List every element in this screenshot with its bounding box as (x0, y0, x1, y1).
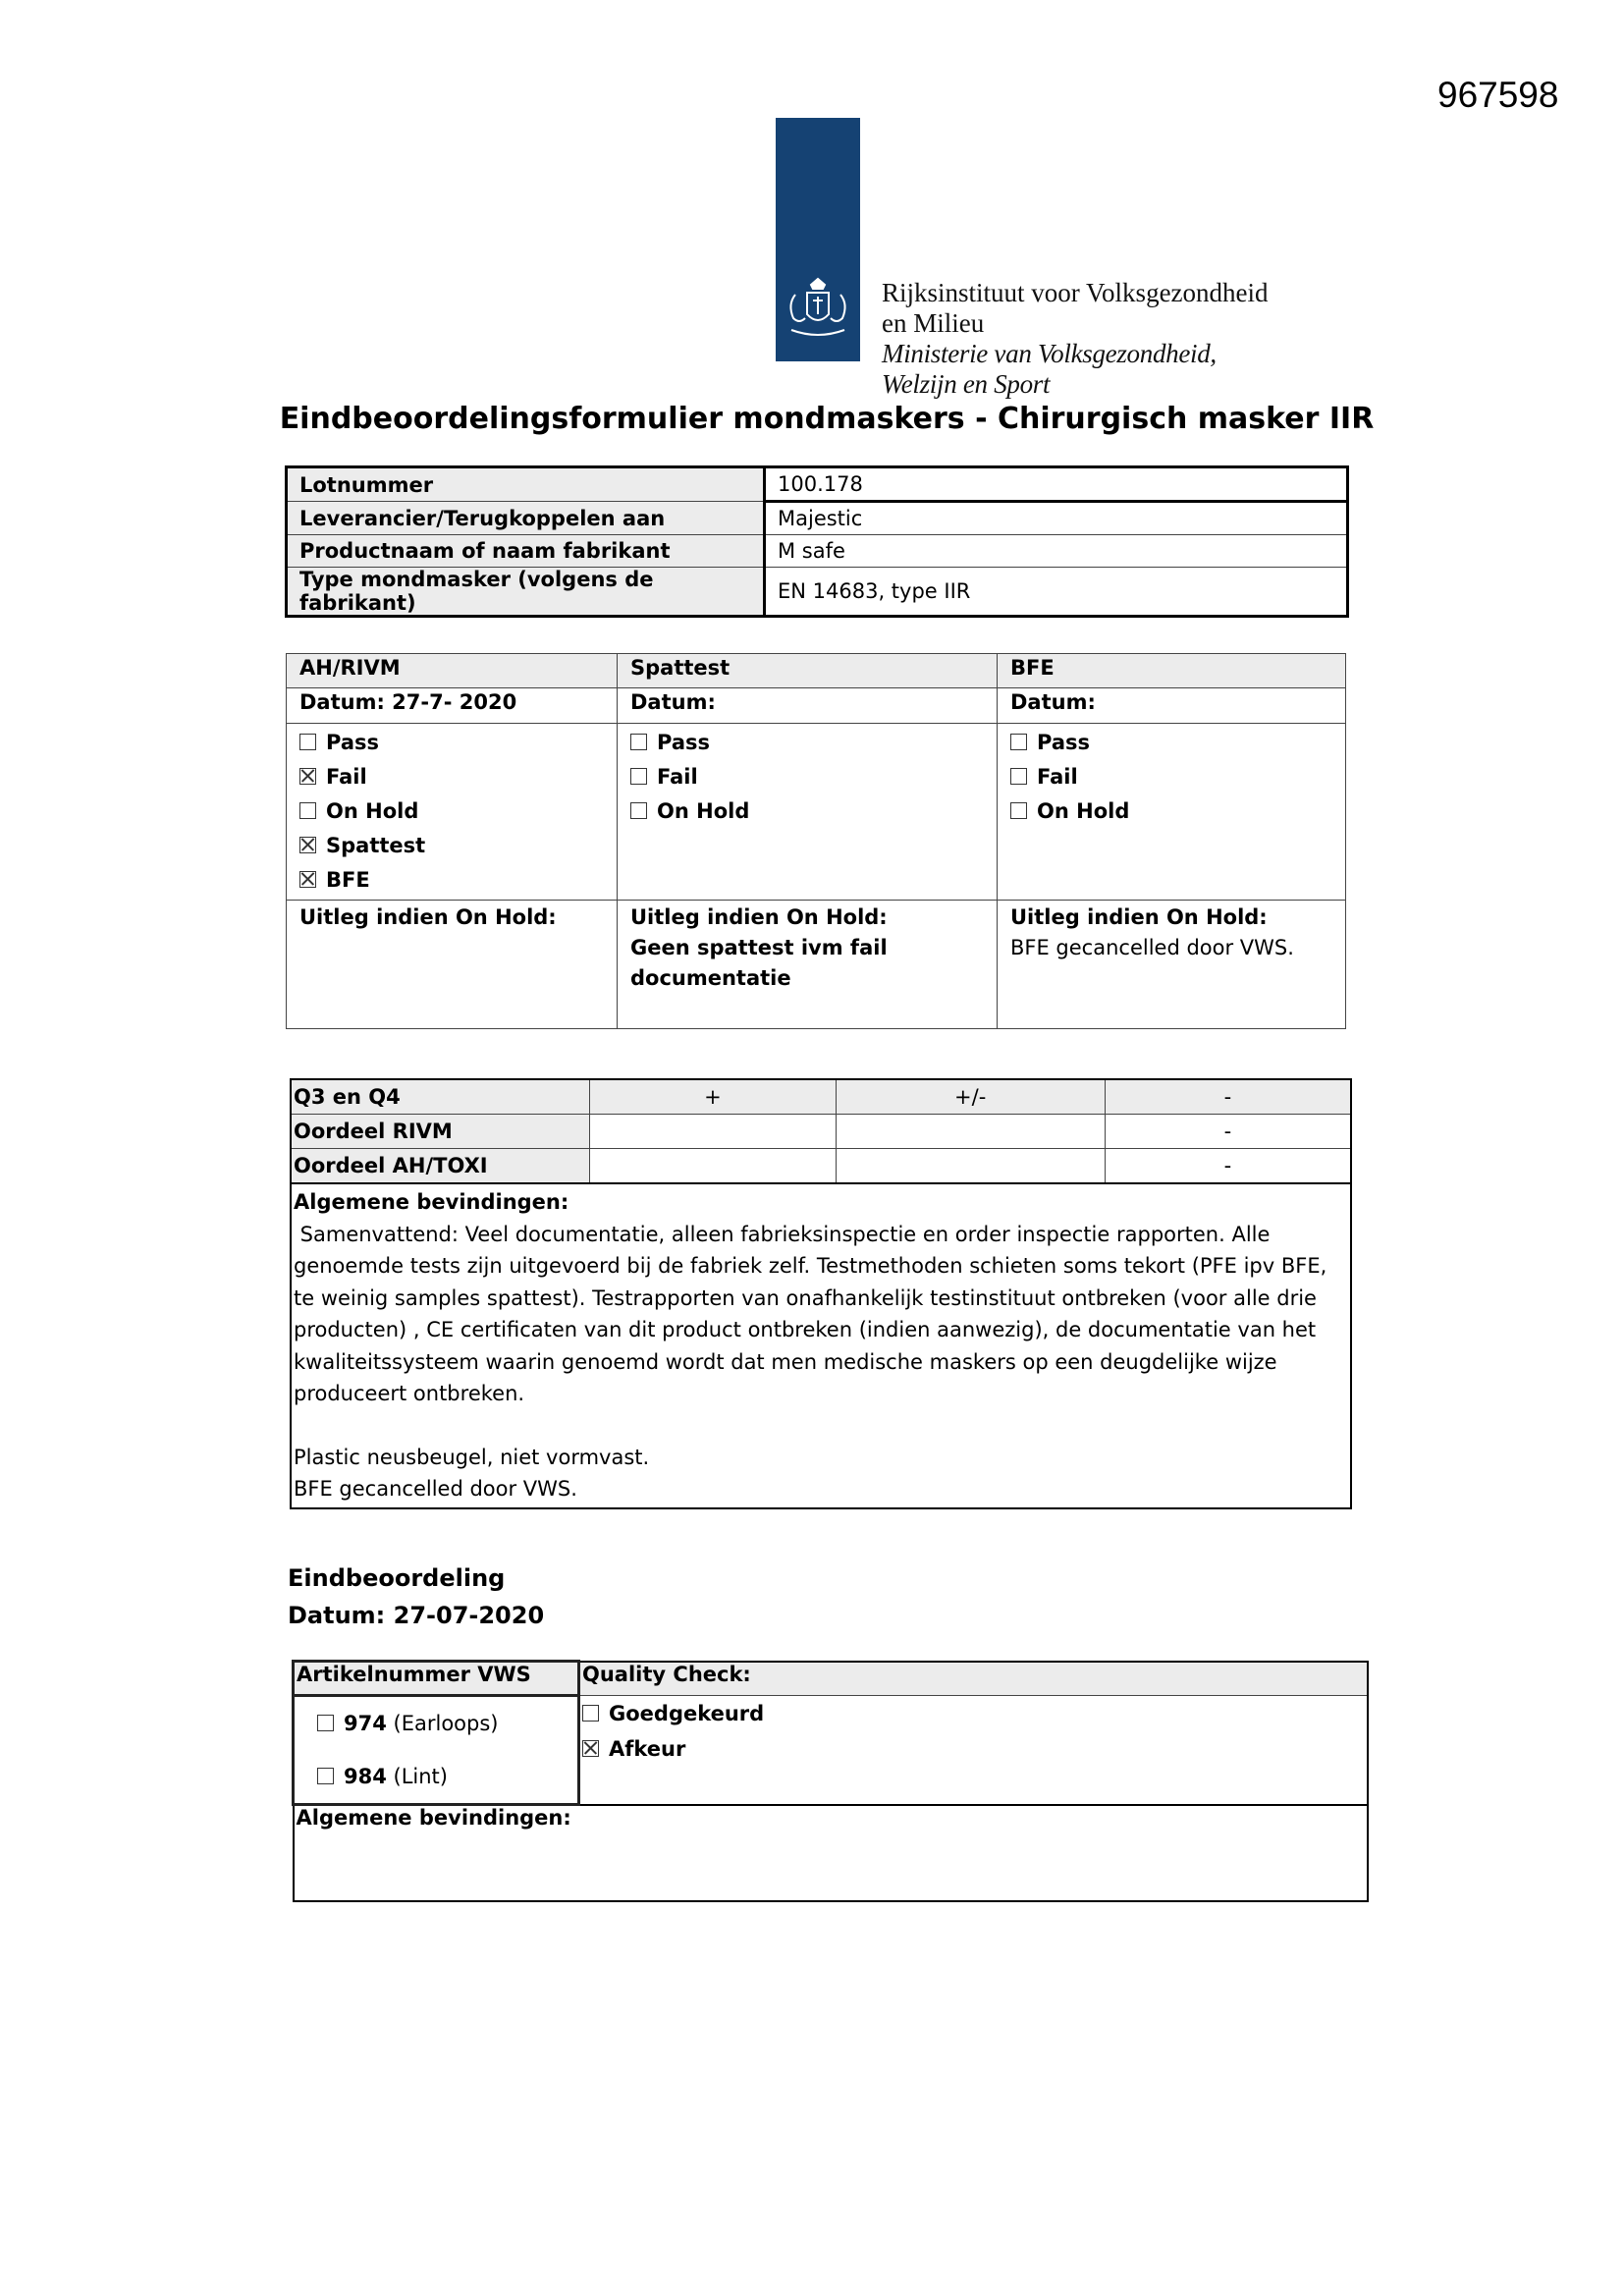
org-line-4: Welzijn en Sport (882, 369, 1051, 399)
checkbox-unchecked-icon[interactable] (299, 802, 316, 819)
checkbox-unchecked-icon[interactable] (299, 734, 316, 750)
option-fail[interactable]: Fail (299, 760, 604, 794)
bfe-explanation (998, 901, 1346, 1029)
product-name-value: M safe (765, 535, 1348, 568)
article-974-option[interactable]: 974 (Earloops) (297, 1697, 575, 1750)
final-findings (294, 1805, 1369, 1902)
spattest-date: Datum: (618, 688, 998, 724)
checkbox-checked-icon[interactable] (582, 1740, 599, 1757)
explanation-text: Geen spattest ivm fail (630, 936, 888, 959)
explanation-label: Uitleg indien On Hold: (630, 905, 888, 929)
rivm-plus (590, 1115, 836, 1149)
q3-q4-label: Q3 en Q4 (291, 1079, 590, 1115)
final-assessment-date: Datum: 27-07-2020 (288, 1602, 545, 1629)
supplier-value: Majestic (765, 502, 1348, 535)
option-on-hold[interactable]: On Hold (1010, 794, 1332, 829)
rejected-option[interactable]: Afkeur (582, 1731, 1365, 1767)
lot-number-label: Lotnummer (287, 467, 765, 502)
mask-type-value: EN 14683, type IIR (765, 568, 1348, 617)
findings-line: BFE gecancelled door VWS. (294, 1477, 577, 1501)
ah-toxi-plus (590, 1149, 836, 1184)
option-spattest[interactable]: Spattest (299, 829, 604, 863)
product-info-row (287, 502, 1348, 535)
product-info-row (287, 535, 1348, 568)
checkbox-unchecked-icon[interactable] (630, 802, 647, 819)
general-findings (291, 1183, 1351, 1508)
spattest-explanation (618, 901, 998, 1029)
document-number: 967598 (1437, 75, 1559, 115)
rivm-minus: - (1105, 1115, 1351, 1149)
article-options (294, 1696, 579, 1805)
column-minus: - (1105, 1079, 1351, 1115)
product-info-row (287, 568, 1348, 617)
org-line-3: Ministerie van Volksgezondheid, (882, 339, 1217, 368)
bfe-options (998, 724, 1346, 901)
rivm-plus-minus (836, 1115, 1105, 1149)
findings-line: Samenvattend: Veel documentatie, alleen fabrieksinspectie en order inspectie rapporten. Alle (294, 1222, 1271, 1246)
findings-line: genoemde tests zijn uitgevoerd bij de fabriek zelf. Testmethoden schieten soms tekort (PFE ipv BFE, (294, 1254, 1327, 1278)
final-findings-label: Algemene bevindingen: (296, 1806, 571, 1830)
test-results-table (286, 653, 1346, 1029)
checkbox-unchecked-icon[interactable] (317, 1715, 334, 1731)
option-bfe[interactable]: BFE (299, 863, 604, 898)
form-title: Eindbeoordelingsformulier mondmaskers - Chirurgisch masker IIR (279, 402, 1375, 436)
findings-line (294, 1410, 1348, 1442)
general-findings-label: Algemene bevindingen: (294, 1190, 569, 1214)
product-info-table (285, 465, 1349, 618)
organization-name (882, 278, 1269, 400)
explanation-label: Uitleg indien On Hold: (299, 905, 557, 929)
option-fail[interactable]: Fail (630, 760, 984, 794)
article-number-header: Artikelnummer VWS (294, 1662, 579, 1696)
quality-check-header: Quality Check: (579, 1662, 1369, 1696)
assessment-table (290, 1078, 1352, 1509)
ah-rivm-options (287, 724, 618, 901)
findings-line: produceert ontbreken. (294, 1382, 525, 1405)
spattest-options (618, 724, 998, 901)
findings-line: te weinig samples spattest). Testrapporten van onafhankelijk testinstituut ontbreken (voor alle drie (294, 1285, 1317, 1310)
rivm-judgement-label: Oordeel RIVM (291, 1115, 590, 1149)
supplier-label: Leverancier/Terugkoppelen aan (287, 502, 765, 535)
column-plus: + (590, 1079, 836, 1115)
column-plus-minus: +/- (836, 1079, 1105, 1115)
ah-toxi-plus-minus (836, 1149, 1105, 1184)
ah-rivm-date: Datum: 27-7- 2020 (287, 688, 618, 724)
final-assessment-title: Eindbeoordeling (288, 1564, 506, 1592)
article-984-option[interactable]: 984 (Lint) (297, 1750, 575, 1803)
product-info-row (287, 467, 1348, 502)
checkbox-unchecked-icon[interactable] (1010, 734, 1027, 750)
checkbox-unchecked-icon[interactable] (630, 768, 647, 785)
checkbox-unchecked-icon[interactable] (1010, 768, 1027, 785)
findings-line: kwaliteitssysteem waarin genoemd wordt dat men medische maskers op een deugdelijke wijze (294, 1349, 1277, 1374)
ah-toxi-judgement-label: Oordeel AH/TOXI (291, 1149, 590, 1184)
option-fail[interactable]: Fail (1010, 760, 1332, 794)
checkbox-checked-icon[interactable] (299, 768, 316, 785)
coat-of-arms-icon (782, 275, 854, 346)
checkbox-unchecked-icon[interactable] (1010, 802, 1027, 819)
option-pass[interactable]: Pass (630, 726, 984, 760)
government-logo (776, 118, 860, 361)
ah-rivm-header: AH/RIVM (287, 654, 618, 688)
mask-type-label: Type mondmasker (volgens de fabrikant) (287, 568, 765, 617)
approved-option[interactable]: Goedgekeurd (582, 1696, 1365, 1731)
checkbox-checked-icon[interactable] (299, 837, 316, 853)
org-line-1: Rijksinstituut voor Volksgezondheid (882, 278, 1269, 307)
ah-rivm-explanation (287, 901, 618, 1029)
lot-number-value: 100.178 (765, 467, 1348, 502)
findings-line: producten) , CE certificaten van dit product ontbreken (indien aanwezig), de documentatie van het (294, 1318, 1317, 1341)
option-pass[interactable]: Pass (299, 726, 604, 760)
org-line-2: en Milieu (882, 308, 985, 338)
option-pass[interactable]: Pass (1010, 726, 1332, 760)
product-name-label: Productnaam of naam fabrikant (287, 535, 765, 568)
final-assessment-table (292, 1660, 1369, 1902)
spattest-header: Spattest (618, 654, 998, 688)
checkbox-unchecked-icon[interactable] (582, 1705, 599, 1722)
explanation-text: BFE gecancelled door VWS. (1010, 936, 1294, 959)
explanation-label: Uitleg indien On Hold: (1010, 905, 1268, 929)
bfe-header: BFE (998, 654, 1346, 688)
ah-toxi-minus: - (1105, 1149, 1351, 1184)
option-on-hold[interactable]: On Hold (630, 794, 984, 829)
explanation-text: documentatie (630, 966, 791, 990)
option-on-hold[interactable]: On Hold (299, 794, 604, 829)
bfe-date: Datum: (998, 688, 1346, 724)
checkbox-checked-icon[interactable] (299, 871, 316, 888)
findings-line: Plastic neusbeugel, niet vormvast. (294, 1445, 650, 1469)
checkbox-unchecked-icon[interactable] (317, 1768, 334, 1784)
quality-options (579, 1696, 1369, 1805)
checkbox-unchecked-icon[interactable] (630, 734, 647, 750)
